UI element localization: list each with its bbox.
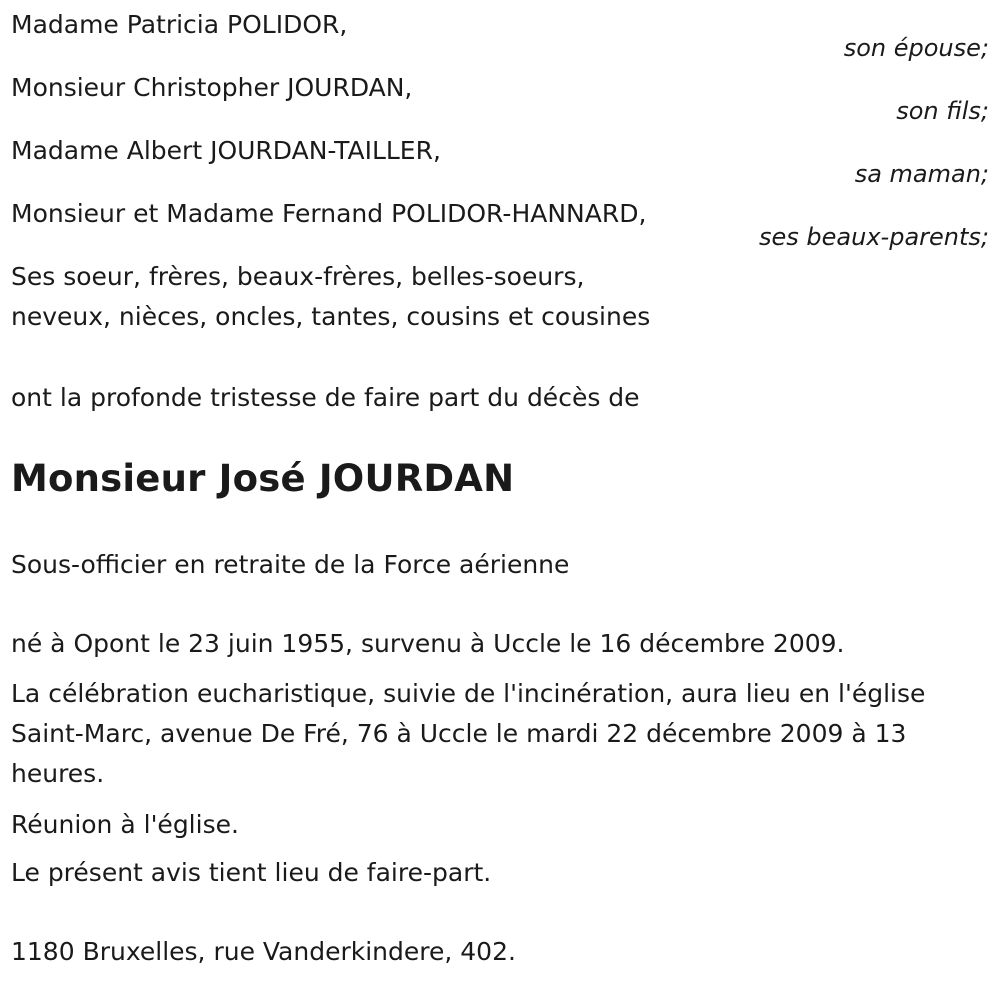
family-entry-son bbox=[11, 73, 989, 125]
birth-death-text: né à Opont le 23 juin 1955, survenu à Uccle le 16 décembre 2009. bbox=[11, 629, 845, 658]
notice-text: Le présent avis tient lieu de faire-part. bbox=[11, 858, 492, 887]
family-entry-parents-in-law bbox=[11, 199, 989, 251]
relatives-line-1: Ses soeur, frères, beaux-frères, belles-soeurs, bbox=[11, 262, 585, 291]
family-member-relation: son fils; bbox=[896, 97, 989, 125]
announcement-text: ont la profonde tristesse de faire part du décès de bbox=[11, 383, 640, 412]
family-member-name: Monsieur Christopher JOURDAN, bbox=[11, 73, 413, 102]
family-member-name: Monsieur et Madame Fernand POLIDOR-HANNARD, bbox=[11, 199, 647, 228]
family-member-name: Madame Albert JOURDAN-TAILLER, bbox=[11, 136, 441, 165]
family-member-relation: ses beaux-parents; bbox=[759, 223, 989, 251]
family-member-name: Madame Patricia POLIDOR, bbox=[11, 10, 348, 39]
deceased-name: Monsieur José JOURDAN bbox=[11, 457, 515, 500]
relatives-line-2: neveux, nièces, oncles, tantes, cousins et cousines bbox=[11, 302, 651, 331]
occupation-text: Sous-officier en retraite de la Force aérienne bbox=[11, 550, 570, 579]
address-text: 1180 Bruxelles, rue Vanderkindere, 402. bbox=[11, 937, 516, 966]
family-entry-spouse bbox=[11, 10, 989, 62]
family-entry-mother bbox=[11, 136, 989, 188]
ceremony-text: La célébration eucharistique, suivie de l'incinération, aura lieu en l'église Saint-Marc, avenue De Fré, 76 à Uccle le mardi 22 décembre 2009 à 13 heures. bbox=[11, 679, 926, 788]
family-member-relation: sa maman; bbox=[854, 160, 989, 188]
family-member-relation: son épouse; bbox=[843, 34, 989, 62]
meeting-text: Réunion à l'église. bbox=[11, 810, 239, 839]
